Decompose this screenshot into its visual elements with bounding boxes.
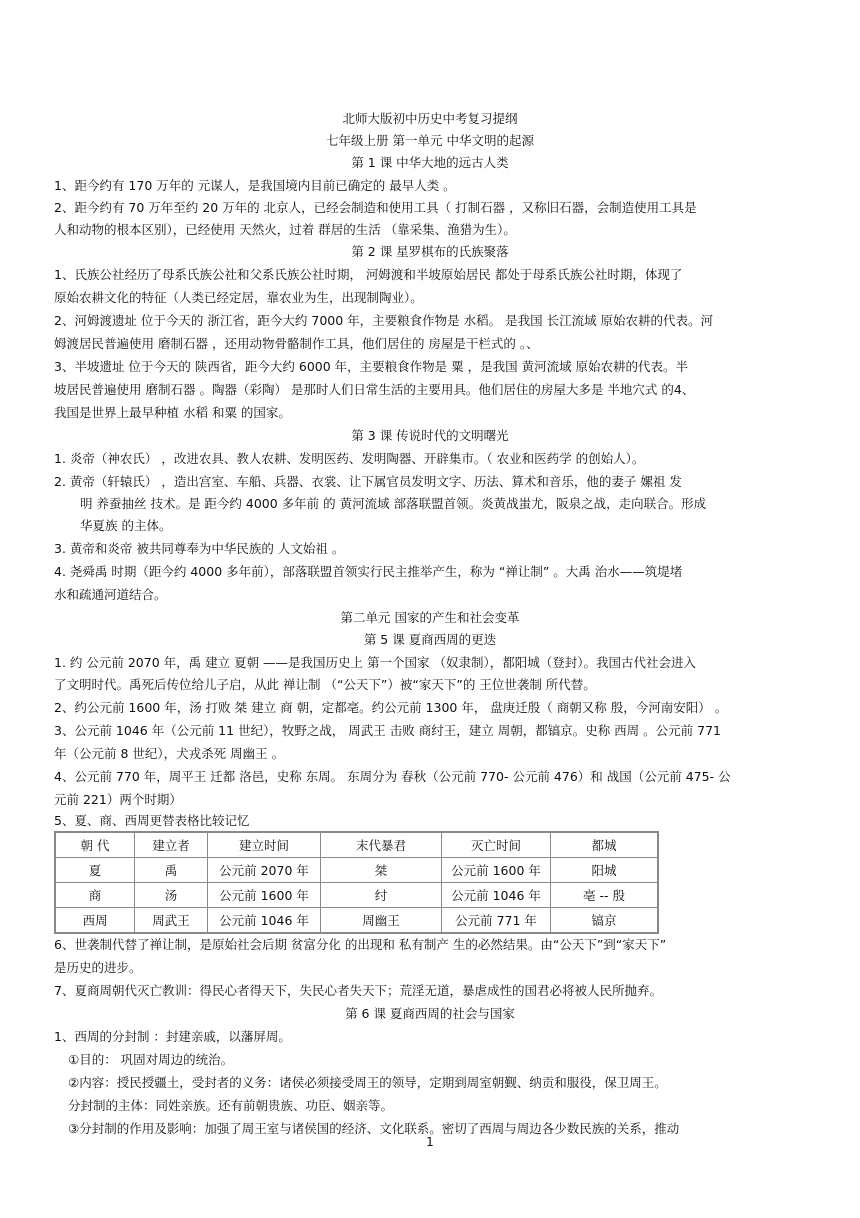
table-cell: 纣 [321, 883, 442, 908]
text-line: 分封制的主体：同姓亲族。还有前朝贵族、功臣、姻亲等。 [68, 1098, 394, 1113]
text-line: 2、约公元前 1600 年，汤 打败 桀 建立 商 朝，定都亳。约公元前 1300 年， 盘庚迁殷（ 商朝又称 殷，今河南安阳） 。 [54, 700, 728, 715]
text-line: 4、公元前 770 年，周平王 迁都 洛邑，史称 东周。 东周分为 春秋（公元前 770- 公元前 476）和 战国（公元前 475- 公 [54, 769, 731, 784]
lesson-heading: 第 2 课 星罗棋布的氏族聚落 [351, 244, 509, 259]
text-line: 人和动物的根本区别），已经使用 天然火，过着 群居的生活 （靠采集、渔猎为生）。 [54, 222, 516, 237]
text-line: 年（公元前 8 世纪），犬戎杀死 周幽王 。 [54, 746, 285, 761]
doc-subtitle: 七年级上册 第一单元 中华文明的起源 [326, 133, 534, 148]
text-line: 6、世袭制代替了禅让制，是原始社会后期 贫富分化 的出现和 私有制产 生的必然结果。由“公天下”到“家天下” [54, 937, 667, 952]
text-line: ②内容：授民授疆土，受封者的义务：诸侯必须接受周王的领导，定期到周室朝觐、纳贡和服役，保卫周王。 [68, 1075, 667, 1090]
table-cell: 汤 [135, 883, 208, 908]
text-line: 坡居民普遍使用 磨制石器 。陶器（彩陶） 是那时人们日常生活的主要用具。他们居住的房屋大多是 半地穴式 的4、 [54, 382, 695, 397]
table-header-row [55, 832, 658, 858]
text-line: 2. 黄帝（轩辕氏） ，造出宫室、车船、兵器、衣裳、让下属官员发明文字、历法、算术和音乐，他的妻子 嫘祖 发 [54, 474, 682, 489]
table-cell: 禹 [135, 858, 208, 883]
table-row [55, 908, 658, 934]
lesson-heading: 第 3 课 传说时代的文明曙光 [351, 428, 509, 443]
table-cell: 镐京 [551, 908, 659, 934]
table-cell: 公元前 771 年 [442, 908, 551, 934]
table-cell: 周幽王 [321, 908, 442, 934]
table-row [55, 858, 658, 883]
dynasty-table [54, 831, 659, 934]
text-line: ③分封制的作用及影响：加强了周王室与诸侯国的经济、文化联系。密切了西周与周边各少数民族的关系，推动 [68, 1121, 680, 1136]
text-line: 了文明时代。禹死后传位给儿子启，从此 禅让制 （“公天下”）被“家天下”的 王位世袭制 所代替。 [54, 677, 596, 692]
table-cell: 阳城 [551, 858, 659, 883]
text-line: 华夏族 的主体。 [80, 518, 172, 533]
text-line: 1、距今约有 170 万年的 元谋人，是我国境内目前已确定的 最早人类 。 [54, 178, 456, 193]
table-cell: 公元前 2070 年 [208, 858, 321, 883]
table-cell: 公元前 1046 年 [208, 908, 321, 934]
text-line: 我国是世界上最早种植 水稻 和粟 的国家。 [54, 405, 291, 420]
table-header-cell: 建立时间 [208, 832, 321, 858]
text-line: 1. 约 公元前 2070 年，禹 建立 夏朝 ——是我国历史上 第一个国家 （奴隶制），都阳城（登封）。我国古代社会进入 [54, 655, 697, 670]
text-line: 2、距今约有 70 万年至约 20 万年的 北京人，已经会制造和使用工具（ 打制石器 ，又称旧石器，会制造使用工具是 [54, 200, 697, 215]
unit-heading: 第二单元 国家的产生和社会变革 [340, 610, 520, 625]
table-cell: 西周 [55, 908, 135, 934]
text-line: 元前 221）两个时期） [54, 792, 182, 807]
table-header-cell: 都城 [551, 832, 659, 858]
table-cell: 公元前 1046 年 [442, 883, 551, 908]
lesson-heading: 第 1 课 中华大地的远古人类 [351, 155, 509, 170]
text-line: 2、河姆渡遗址 位于今天的 浙江省，距今大约 7000 年，主要粮食作物是 水稻。 是我国 长江流域 原始农耕的代表。河 [54, 313, 714, 328]
lesson-heading: 第 5 课 夏商西周的更迭 [363, 632, 497, 647]
table-header-cell: 朝 代 [55, 832, 135, 858]
text-line: 明 养蚕抽丝 技术。是 距今约 4000 多年前 的 黄河流域 部落联盟首领。炎黄战蚩尤，阪泉之战，走向联合。形成 [80, 496, 707, 511]
table-cell: 亳 -- 殷 [551, 883, 659, 908]
text-line: 1. 炎帝（神农氏） ，改进农具、教人农耕、发明医药、发明陶器、开辟集市。（ 农业和医药学 的创始人）。 [54, 451, 645, 466]
text-line: 是历史的进步。 [54, 960, 142, 975]
table-cell: 夏 [55, 858, 135, 883]
table-cell: 公元前 1600 年 [442, 858, 551, 883]
text-line: ①目的： 巩固对周边的统治。 [68, 1052, 234, 1067]
text-line: 1、西周的分封制 ：封建亲戚，以藩屏周。 [54, 1029, 291, 1044]
text-line: 1、氏族公社经历了母系氏族公社和父系氏族公社时期， 河姆渡和半坡原始居民 都处于母系氏族公社时期，体现了 [54, 267, 683, 282]
table-cell: 商 [55, 883, 135, 908]
table-header-cell: 末代暴君 [321, 832, 442, 858]
table-cell: 桀 [321, 858, 442, 883]
text-line: 原始农耕文化的特征（人类已经定居，靠农业为生，出现制陶业）。 [54, 290, 423, 305]
table-cell: 周武王 [135, 908, 208, 934]
text-line: 5、夏、商、西周更替表格比较记忆 [54, 813, 250, 828]
text-line: 3. 黄帝和炎帝 被共同尊奉为中华民族的 人文始祖 。 [54, 541, 345, 556]
table-row [55, 883, 658, 908]
doc-title: 北师大版初中历史中考复习提纲 [342, 111, 518, 126]
text-line: 水和疏通河道结合。 [54, 587, 167, 602]
text-line: 7、夏商周朝代灭亡教训：得民心者得天下，失民心者失天下；荒淫无道，暴虐成性的国君必将被人民所抛弃。 [54, 983, 662, 998]
text-line: 3、半坡遗址 位于今天的 陕西省，距今大约 6000 年，主要粮食作物是 粟 ，是我国 黄河流域 原始农耕的代表。半 [54, 359, 689, 374]
text-line: 姆渡居民普遍使用 磨制石器 ，还用动物骨骼制作工具，他们居住的 房屋是干栏式的 。、 [54, 336, 539, 351]
page-number: 1 [426, 1135, 434, 1149]
text-line: 3、公元前 1046 年（公元前 11 世纪），牧野之战， 周武王 击败 商纣王，建立 周朝，都镐京。史称 西周 。公元前 771 [54, 723, 721, 738]
table-header-cell: 建立者 [135, 832, 208, 858]
table-header-cell: 灭亡时间 [442, 832, 551, 858]
lesson-heading: 第 6 课 夏商西周的社会与国家 [345, 1006, 515, 1021]
text-line: 4. 尧舜禹 时期（距今约 4000 多年前），部落联盟首领实行民主推举产生，称为 “禅让制” 。大禹 治水——筑堤堵 [54, 564, 683, 579]
table-cell: 公元前 1600 年 [208, 883, 321, 908]
